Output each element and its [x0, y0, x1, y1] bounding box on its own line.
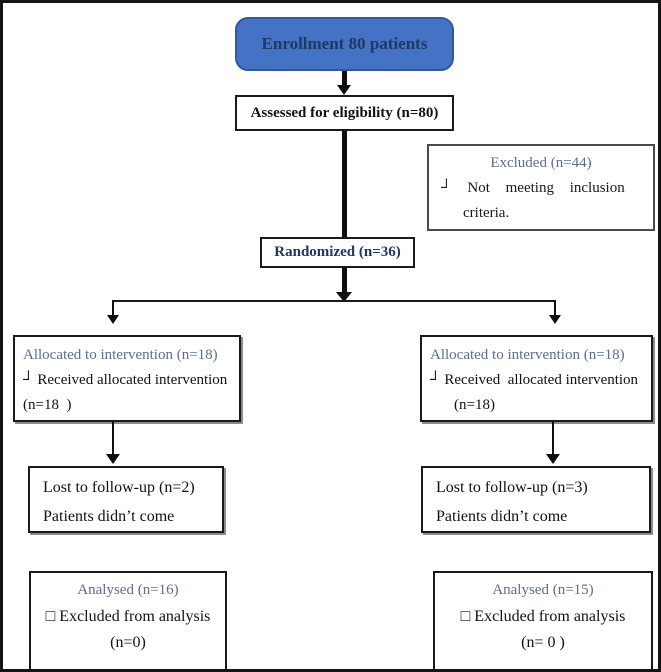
- assessed-label: Assessed for eligibility (n=80): [250, 104, 439, 121]
- lost-right-line1: Lost to follow-up (n=3): [436, 479, 588, 496]
- enrollment-label: Enrollment 80 patients: [261, 34, 428, 53]
- analysed-left-title: Analysed (n=16): [77, 582, 179, 598]
- lost-left-line1: Lost to follow-up (n=2): [43, 479, 195, 496]
- lost-left-box: [28, 466, 224, 533]
- branch-drop-right: [554, 300, 556, 316]
- allocation-right-received-text: Received allocated intervention: [444, 372, 639, 388]
- lost-left-line2: Patients didn’t come: [43, 507, 175, 525]
- analysed-left-excluded: [31, 608, 225, 626]
- excluded-reason-text: Not meeting inclusion: [467, 180, 625, 196]
- allocation-left-n: (n=18 ): [23, 397, 72, 413]
- assessed-box: [235, 95, 454, 131]
- corner-bullet-icon: ┘: [23, 372, 34, 388]
- connector-randomized-branch: [342, 268, 347, 293]
- allocation-left-received-text: Received allocated intervention: [37, 372, 228, 388]
- analysed-right-excluded-text: Excluded from analysis: [474, 608, 626, 625]
- arrow-down-icon: [107, 315, 119, 324]
- branch-drop-left: [112, 300, 114, 316]
- analysed-left-n: (n=0): [110, 634, 146, 651]
- allocation-left-title: Allocated to intervention (n=18): [23, 347, 218, 363]
- excluded-reason-line2: criteria.: [463, 205, 510, 221]
- analysed-right-n: (n= 0 ): [521, 634, 565, 651]
- analysed-right-title: Analysed (n=15): [492, 582, 594, 598]
- enrollment-box: [235, 17, 454, 71]
- corner-bullet-icon: ┘: [441, 180, 452, 196]
- allocation-right-received: [430, 372, 644, 389]
- analysed-right-box: [433, 571, 653, 672]
- allocation-right-title: Allocated to intervention (n=18): [430, 347, 625, 363]
- connector-alloc-lost-right: [552, 422, 554, 455]
- lost-right-line2: Patients didn’t come: [436, 507, 568, 525]
- connector-alloc-lost-left: [112, 422, 114, 455]
- excluded-title: Excluded (n=44): [490, 155, 592, 171]
- allocation-left-box: [13, 335, 241, 422]
- analysed-left-excluded-text: Excluded from analysis: [59, 608, 211, 625]
- checkbox-bullet-icon: □: [460, 608, 471, 625]
- checkbox-bullet-icon: □: [45, 608, 56, 625]
- randomized-label: Randomized (n=36): [274, 244, 401, 260]
- excluded-reason-line: [441, 180, 641, 197]
- arrow-down-icon: [549, 315, 561, 324]
- excluded-box: [427, 144, 655, 231]
- allocation-right-box: [420, 335, 653, 422]
- arrow-down-icon: [337, 85, 351, 95]
- allocation-left-received: [23, 372, 232, 389]
- randomized-box: [260, 237, 415, 268]
- arrow-down-icon: [546, 454, 560, 464]
- connector-assessed-randomized: [342, 131, 347, 237]
- analysed-right-excluded: [435, 608, 651, 626]
- corner-bullet-icon: ┘: [430, 372, 441, 388]
- allocation-right-n: (n=18): [454, 397, 495, 413]
- arrow-down-icon: [106, 454, 120, 464]
- branch-line: [112, 300, 556, 302]
- analysed-left-box: [29, 571, 227, 672]
- lost-right-box: [421, 466, 651, 533]
